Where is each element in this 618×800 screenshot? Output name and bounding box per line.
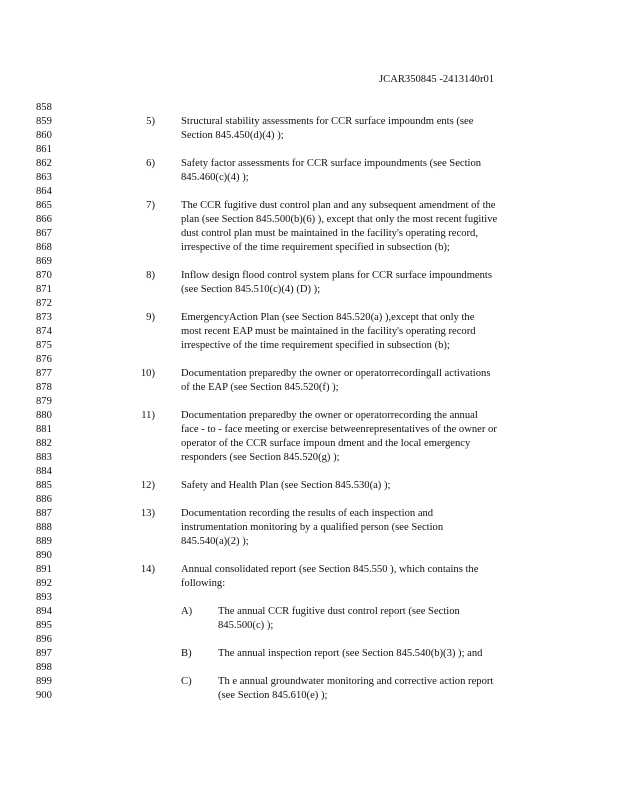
item-number: 13) (140, 508, 155, 519)
line-number: 875 (36, 340, 52, 351)
line-number: 878 (36, 382, 52, 393)
sub-item-text (218, 605, 460, 633)
line-number: 888 (36, 522, 52, 533)
line-number: 898 (36, 662, 52, 673)
text-line: plan (see Section 845.500(b)(6) ), except that only the most recent fugitive (181, 214, 498, 225)
sub-item-text (218, 675, 493, 703)
line-number-column (36, 101, 66, 703)
text-line: (see Section 845.610(e) ); (218, 690, 328, 701)
item-number: 7) (146, 200, 155, 211)
text-line: Safety and Health Plan (see Section 845.530(a) ); (181, 480, 391, 491)
text-line: dust control plan must be maintained in the facility's operating record, (181, 228, 478, 239)
text-line: Annual consolidated report (see Section 845.550 ), which contains the (181, 564, 479, 575)
item-text (181, 409, 497, 465)
line-number: 860 (36, 130, 52, 141)
item-text (181, 563, 478, 591)
line-number: 866 (36, 214, 52, 225)
text-line: instrumentation monitoring by a qualified person (see Section (181, 522, 444, 533)
line-number: 862 (36, 158, 52, 169)
line-number: 861 (36, 144, 52, 155)
text-line: Structural stability assessments for CCR surface impoundm ents (see (181, 116, 474, 127)
line-number: 892 (36, 578, 52, 589)
line-number: 867 (36, 228, 52, 239)
line-number: 874 (36, 326, 52, 337)
line-number: 883 (36, 452, 52, 463)
text-line: of the EAP (see Section 845.520(f) ); (181, 382, 339, 393)
line-number: 900 (36, 690, 52, 701)
item-text (181, 311, 476, 353)
text-line: responders (see Section 845.520(g) ); (181, 452, 340, 463)
line-number: 896 (36, 634, 52, 645)
text-line: Th e annual groundwater monitoring and corrective action report (218, 676, 494, 687)
text-line: The annual inspection report (see Section 845.540(b)(3) ); and (218, 648, 483, 659)
document-id-header: JCAR350845 -2413140r01 (379, 74, 495, 85)
line-number: 885 (36, 480, 52, 491)
line-number: 876 (36, 354, 52, 365)
sub-item-letter: C) (181, 676, 192, 687)
text-line: following: (181, 578, 226, 589)
item-number: 9) (146, 312, 155, 323)
text-line: face - to - face meeting or exercise betweenrepresentatives of the owner or (181, 424, 497, 435)
item-text (181, 199, 497, 255)
text-line: 845.540(a)(2) ); (181, 536, 249, 547)
line-number: 881 (36, 424, 52, 435)
item-number: 6) (146, 158, 155, 169)
line-number: 871 (36, 284, 52, 295)
line-number: 889 (36, 536, 52, 547)
line-number: 863 (36, 172, 52, 183)
text-line: Section 845.450(d)(4) ); (181, 130, 284, 141)
sub-item-letter: B) (181, 648, 192, 659)
line-number: 887 (36, 508, 52, 519)
sub-item-text (218, 647, 482, 661)
text-line: The CCR fugitive dust control plan and any subsequent amendment of the (181, 200, 496, 211)
line-number: 869 (36, 256, 52, 267)
item-number: 5) (146, 116, 155, 127)
text-line: irrespective of the time requirement specified in subsection (b); (181, 242, 450, 253)
line-number: 894 (36, 606, 52, 617)
text-line: Inflow design flood control system plans for CCR surface impoundments (181, 270, 492, 281)
text-line: most recent EAP must be maintained in the facility's operating record (181, 326, 476, 337)
text-line: EmergencyAction Plan (see Section 845.520(a) ),except that only the (181, 312, 475, 323)
line-number: 895 (36, 620, 52, 631)
line-number: 865 (36, 200, 52, 211)
line-number: 873 (36, 312, 52, 323)
text-line: Safety factor assessments for CCR surface impoundments (see Section (181, 158, 482, 169)
item-number: 8) (146, 270, 155, 281)
text-line: operator of the CCR surface impoun dment and the local emergency (181, 438, 471, 449)
line-number: 870 (36, 270, 52, 281)
line-number: 868 (36, 242, 52, 253)
line-number: 859 (36, 116, 52, 127)
sub-item-letter: A) (181, 606, 193, 617)
line-number: 893 (36, 592, 52, 603)
item-text (181, 479, 390, 493)
item-text (181, 367, 490, 395)
text-line: Documentation recording the results of each inspection and (181, 508, 434, 519)
item-text (181, 157, 481, 185)
text-line: Documentation preparedby the owner or operatorrecordingall activations (181, 368, 491, 379)
text-line: 845.500(c) ); (218, 620, 274, 631)
text-line: (see Section 845.510(c)(4) (D) ); (181, 284, 321, 295)
text-line: irrespective of the time requirement specified in subsection (b); (181, 340, 450, 351)
item-number: 10) (140, 368, 155, 379)
text-line: 845.460(c)(4) ); (181, 172, 249, 183)
line-number: 886 (36, 494, 52, 505)
item-text (181, 507, 443, 549)
line-number: 891 (36, 564, 52, 575)
line-number: 890 (36, 550, 52, 561)
line-number: 877 (36, 368, 52, 379)
line-number: 879 (36, 396, 52, 407)
line-number: 897 (36, 648, 52, 659)
line-number: 899 (36, 676, 52, 687)
line-number: 884 (36, 466, 52, 477)
item-number: 14) (140, 564, 155, 575)
item-number: 12) (140, 480, 155, 491)
item-number: 11) (141, 410, 155, 421)
item-text (181, 269, 492, 297)
text-line: The annual CCR fugitive dust control report (see Section (218, 606, 460, 617)
line-number: 872 (36, 298, 52, 309)
line-number: 858 (36, 102, 52, 113)
text-line: Documentation preparedby the owner or operatorrecording the annual (181, 410, 478, 421)
line-number: 882 (36, 438, 52, 449)
item-text (181, 115, 473, 143)
line-number: 880 (36, 410, 52, 421)
line-number: 864 (36, 186, 52, 197)
